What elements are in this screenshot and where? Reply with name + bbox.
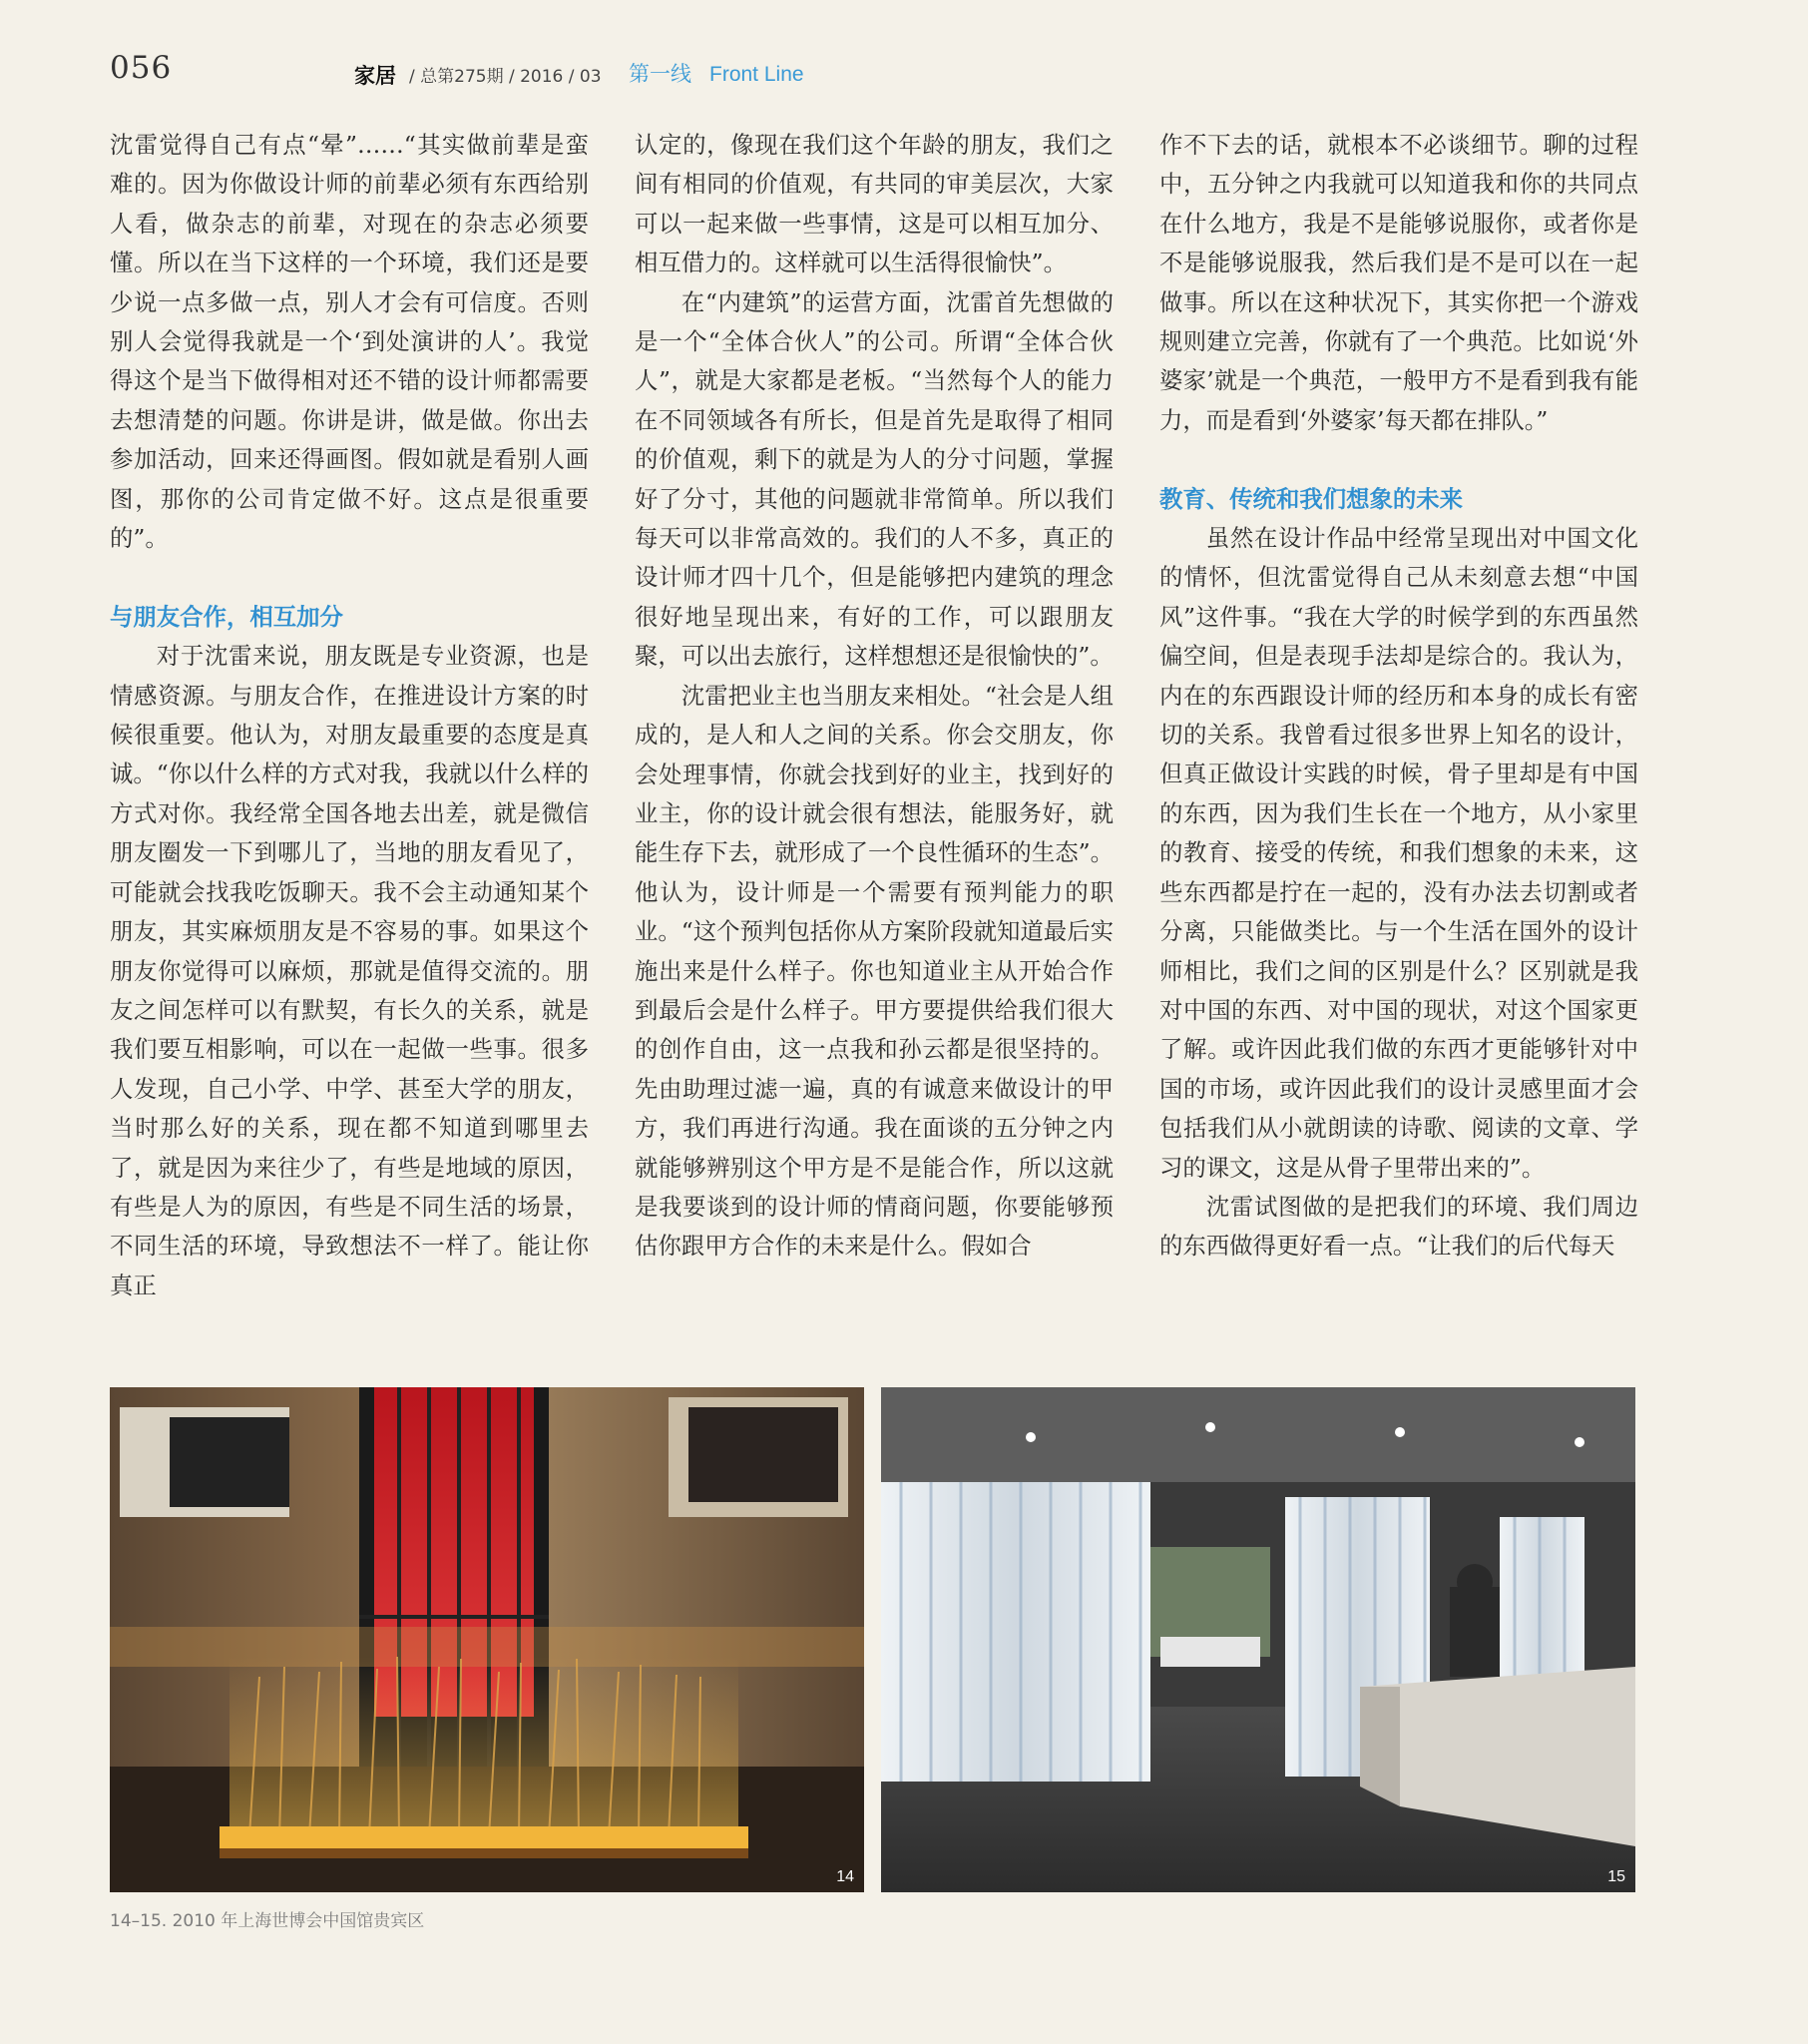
subheading: 教育、传统和我们想象的未来 <box>1159 484 1464 513</box>
magazine-logo: 家居 <box>354 64 396 88</box>
page-number: 056 <box>110 50 173 86</box>
photo-15-vip-room <box>881 1387 1635 1892</box>
text-column-1 <box>110 126 589 1305</box>
photo-number: 15 <box>1607 1868 1625 1885</box>
section-en: Front Line <box>709 63 804 86</box>
paragraph: 在“内建筑”的运营方面，沈雷首先想做的是一个“全体合伙人”的公司。所谓“全体合伙人”，就是大家都是老板。“当然每个人的能力在不同领域各有所长，但是首先是取得了相同的价值观，剩下的就是为人的分寸问题，掌握好了分寸，其他的问题就非常简单。所以我们每天可以非常高效的。我们的人不多，真正的设计师才四十几个，但是能够把内建筑的理念很好地呈现出来，有好的工作，可以跟朋友聚，可以出去旅行，这样想想还是很愉快的”。 <box>635 287 1114 671</box>
paragraph: 作不下去的话，就根本不必谈细节。聊的过程中，五分钟之内我就可以知道我和你的共同点在什么地方，我是不是能够说服你，或者你是不是能够说服我，然后我们是不是可以在一起做事。所以在这种状况下，其实你把一个游戏规则建立完善，你就有了一个典范。比如说‘外婆家’就是一个典范，一般甲方不是看到我有能力，而是看到‘外婆家’每天都在排队。” <box>1159 131 1638 434</box>
photo-14-vip-lobby <box>110 1387 864 1892</box>
paragraph: 沈雷觉得自己有点“晕”……“其实做前辈是蛮难的。因为你做设计师的前辈必须有东西给别人看，做杂志的前辈，对现在的杂志必须要懂。所以在当下这样的一个环境，我们还是要少说一点多做一点，别人才会有可信度。否则别人会觉得我就是一个‘到处演讲的人’。我觉得这个是当下做得相对还不错的设计师都需要去想清楚的问题。你讲是讲，做是做。你出去参加活动，回来还得画图。假如就是看别人画图，那你的公司肯定做不好。这点是很重要的”。 <box>110 131 589 553</box>
section-label <box>629 58 804 88</box>
subheading: 与朋友合作，相互加分 <box>110 602 343 631</box>
page-header <box>110 50 1698 90</box>
paragraph: 虽然在设计作品中经常呈现出对中国文化的情怀，但沈雷觉得自己从未刻意去想“中国风”这件事。“我在大学的时候学到的东西虽然偏空间，但是表现手法却是综合的。我认为，内在的东西跟设计师的经历和本身的成长有密切的关系。我曾看过很多世界上知名的设计，但真正做设计实践的时候，骨子里却是有中国的东西，因为我们生长在一个地方，从小家里的教育、接受的传统，和我们想象的未来，这些东西都是拧在一起的，没有办法去切割或者分离，只能做类比。与一个生活在国外的设计师相比，我们之间的区别是什么？区别就是我对中国的东西、对中国的现状，对这个国家更了解。或许因此我们做的东西才更能够针对中国的市场，或许因此我们的设计灵感里面才会包括我们从小就朗读的诗歌、阅读的文章、学习的课文，这是从骨子里带出来的”。 <box>1159 524 1638 1182</box>
text-column-3 <box>1159 126 1638 1267</box>
paragraph: 认定的，像现在我们这个年龄的朋友，我们之间有相同的价值观，有共同的审美层次，大家可以一起来做一些事情，这是可以相互加分、相互借力的。这样就可以生活得很愉快”。 <box>635 131 1114 277</box>
paragraph: 对于沈雷来说，朋友既是专业资源，也是情感资源。与朋友合作，在推进设计方案的时候很重要。他认为，对朋友最重要的态度是真诚。“你以什么样的方式对我，我就以什么样的方式对你。我经常全国各地去出差，就是微信朋友圈发一下到哪儿了，当地的朋友看见了，可能就会找我吃饭聊天。我不会主动通知某个朋友，其实麻烦朋友是不容易的事。如果这个朋友你觉得可以麻烦，那就是值得交流的。朋友之间怎样可以有默契，有长久的关系，就是我们要互相影响，可以在一起做一些事。很多人发现，自己小学、中学、甚至大学的朋友，当时那么好的关系，现在都不知道到哪里去了，就是因为来往少了，有些是地域的原因，有些是人为的原因，有些是不同生活的场景，不同生活的环境，导致想法不一样了。能让你真正 <box>110 642 589 1299</box>
photo-number: 14 <box>836 1868 854 1885</box>
issue-info: / 总第275期 / 2016 / 03 <box>409 67 602 87</box>
paragraph: 沈雷试图做的是把我们的环境、我们周边的东西做得更好看一点。“让我们的后代每天 <box>1159 1192 1638 1261</box>
section-cn: 第一线 <box>629 62 691 86</box>
text-column-2 <box>635 126 1114 1267</box>
paragraph: 沈雷把业主也当朋友来相处。“社会是人组成的，是人和人之间的关系。你会交朋友，你会处理事情，你就会找到好的业主，找到好的业主，你的设计就会很有想法，能服务好，就能生存下去，就形成了一个良性循环的生态”。他认为，设计师是一个需要有预判能力的职业。“这个预判包括你从方案阶段就知道最后实施出来是什么样子。你也知道业主从开始合作到最后会是什么样子。甲方要提供给我们很大的创作自由，这一点我和孙云都是很坚持的。先由助理过滤一遍，真的有诚意来做设计的甲方，我们再进行沟通。我在面谈的五分钟之内就能够辨别这个甲方是不是能合作，所以这就是我要谈到的设计师的情商问题，你要能够预估你跟甲方合作的未来是什么。假如合 <box>635 681 1114 1261</box>
photo-caption: 14–15. 2010 年上海世博会中国馆贵宾区 <box>110 1911 425 1931</box>
